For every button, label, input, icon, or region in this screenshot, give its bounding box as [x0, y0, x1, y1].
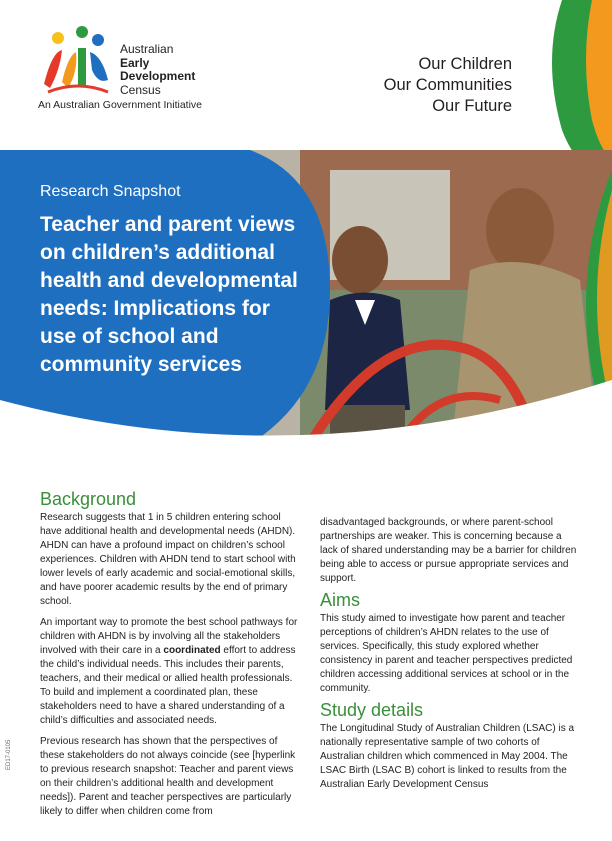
background-paragraph-1: Research suggests that 1 in 5 children entering school have additional health and developmental needs (AHDN). AHDN can have a profound impact on children’s school experiences. Children with AHDN tend to start school with lower levels of early academic and social-emotional skills, and have poorer academic results by the end of primary school.	[40, 512, 296, 607]
aims-heading: Aims	[320, 590, 360, 610]
aedc-logo	[38, 22, 238, 114]
slogan-line-communities: Our Communities	[383, 76, 512, 94]
background-heading: Background	[40, 489, 137, 509]
logo-tagline: An Australian Government Initiative	[38, 99, 203, 111]
column-right	[320, 516, 580, 799]
page-title: Teacher and parent views on children’s additional health and developmental needs: Implications for use of school and community services	[40, 213, 298, 376]
column-left	[40, 489, 300, 826]
slogan-line-children: Our Children	[418, 55, 512, 73]
slogan	[342, 54, 512, 117]
background-paragraph-3-continued: disadvantaged backgrounds, or where parent-school partnerships are weaker. This is concerning because a lack of shared understanding may be a barrier for children being able to access or pursue appropriate services and support.	[320, 517, 577, 584]
slogan-line-future: Our Future	[432, 97, 512, 115]
logo-wordmark	[120, 43, 195, 97]
aims-paragraph: This study aimed to investigate how parent and teacher perceptions of children’s AHDN relates to the use of services. Specifically, this study explored whether consistency in parent and teacher perspectives predicted children accessing additional services at school or in the community.	[320, 613, 573, 694]
background-paragraph-2: An important way to promote the best school pathways for children with AHDN is by involving all the stakeholders involved with their care in a coordinated effort to address the child’s individual needs. This includes their parents, teachers, and their medical or allied health professionals. To build and implement a coordinated plan, these stakeholders need to have a shared understanding of a child’s difficulties and associated needs.	[40, 617, 298, 726]
coordinated-emphasis: coordinated	[163, 645, 221, 656]
logo-line-early: Early	[120, 55, 150, 70]
logo-line-australian: Australian	[120, 42, 174, 56]
hero-text	[40, 183, 310, 379]
document-code: ED17-0105	[6, 739, 12, 770]
aedc-logo-mark-icon	[38, 22, 118, 98]
background-paragraph-3: Previous research has shown that the perspectives of these stakeholders do not always coincide (see [hyperlink to previous research snapshot: Teacher and parent views on their children’s additional health and development needs]). Parent and teacher perspectives are particularly likely to differ when children come from	[40, 736, 296, 817]
snapshot-label: Research Snapshot	[40, 183, 181, 200]
logo-line-census: Census	[120, 82, 161, 97]
logo-line-development: Development	[120, 69, 196, 83]
study-details-heading: Study details	[320, 700, 424, 720]
study-details-paragraph: The Longitudinal Study of Australian Children (LSAC) is a nationally representative sample of two cohorts of Australian children which commenced in May 2004. The LSAC Birth (LSAC B) cohort is linked to results from the Australian Early Development Census	[320, 723, 575, 790]
